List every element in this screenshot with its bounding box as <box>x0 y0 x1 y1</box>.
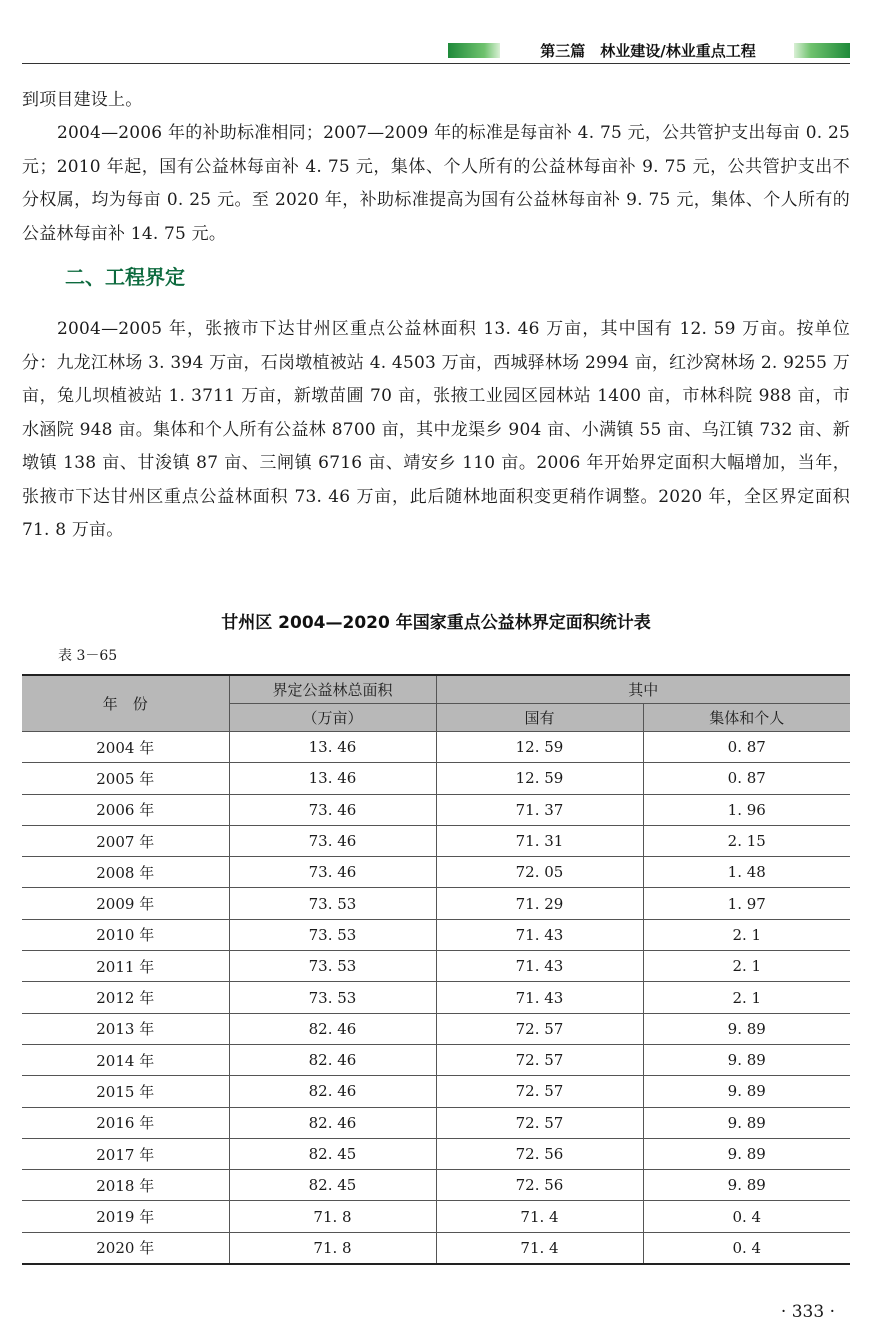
year-cell: 2010 年 <box>22 919 229 950</box>
state-owned-cell: 71. 43 <box>436 919 643 950</box>
header-rule <box>22 63 850 64</box>
forest-area-table <box>22 674 850 1265</box>
header-total-line1: 界定公益林总面积 <box>229 675 436 704</box>
section-heading: 二、工程界定 <box>65 265 185 289</box>
year-cell: 2018 年 <box>22 1170 229 1201</box>
year-cell: 2019 年 <box>22 1201 229 1232</box>
total-area-cell: 73. 53 <box>229 888 436 919</box>
table-row <box>22 1044 850 1075</box>
total-area-cell: 71. 8 <box>229 1201 436 1232</box>
state-owned-cell: 72. 57 <box>436 1076 643 1107</box>
state-owned-cell: 71. 43 <box>436 951 643 982</box>
table-row <box>22 1076 850 1107</box>
collective-cell: 9. 89 <box>643 1107 850 1138</box>
table-number: 表 3－65 <box>58 648 118 664</box>
total-area-cell: 73. 46 <box>229 794 436 825</box>
state-owned-cell: 72. 57 <box>436 1044 643 1075</box>
table-row <box>22 825 850 856</box>
paragraph-continuation: 到项目建设上。 <box>22 90 143 110</box>
total-area-cell: 73. 53 <box>229 951 436 982</box>
collective-cell: 9. 89 <box>643 1138 850 1169</box>
year-cell: 2004 年 <box>22 732 229 763</box>
collective-cell: 0. 87 <box>643 763 850 794</box>
table-row <box>22 1232 850 1264</box>
year-cell: 2020 年 <box>22 1232 229 1264</box>
total-area-cell: 82. 46 <box>229 1107 436 1138</box>
header-total-unit: （万亩） <box>229 704 436 732</box>
collective-cell: 1. 97 <box>643 888 850 919</box>
header-among: 其中 <box>436 675 850 704</box>
collective-cell: 2. 15 <box>643 825 850 856</box>
state-owned-cell: 72. 57 <box>436 1107 643 1138</box>
year-cell: 2015 年 <box>22 1076 229 1107</box>
table-row <box>22 1201 850 1232</box>
year-cell: 2007 年 <box>22 825 229 856</box>
total-area-cell: 73. 46 <box>229 825 436 856</box>
total-area-cell: 73. 46 <box>229 857 436 888</box>
table-row <box>22 1107 850 1138</box>
year-cell: 2009 年 <box>22 888 229 919</box>
state-owned-cell: 72. 05 <box>436 857 643 888</box>
table-row <box>22 857 850 888</box>
table-title: 甘州区 2004—2020 年国家重点公益林界定面积统计表 <box>221 613 651 633</box>
header-year: 年 份 <box>22 675 229 732</box>
collective-cell: 0. 4 <box>643 1232 850 1264</box>
table-row <box>22 1170 850 1201</box>
paragraph-engineering-definition: 2004—2005 年，张掖市下达甘州区重点公益林面积 13. 46 万亩，其中国有 12. 59 万亩。按单位分：九龙江林场 3. 394 万亩，石岗墩植被站 4. 4503 万亩，西城驿林场 2994 亩，红沙窝林场 2. 9255 万亩，兔儿坝植被站 1. 3711 万亩，新墩苗圃 70 亩，张掖工业园区园林站 1400 亩，市林科院 988 亩，市水涵院 948 亩。集体和个人所有公益林 8700 亩，其中龙渠乡 904 亩、小满镇 55 亩、乌江镇 732 亩、新墩镇 138 亩、甘浚镇 87 亩、三闸镇 6716 亩、靖安乡 110 亩。2006 年开始界定面积大幅增加，当年，张掖市下达甘州区重点公益林面积 73. 46 万亩，此后随林地面积变更稍作调整。2020 年，全区界定面积 71. 8 万亩。 <box>22 319 850 540</box>
collective-cell: 1. 96 <box>643 794 850 825</box>
state-owned-cell: 71. 4 <box>436 1201 643 1232</box>
collective-cell: 9. 89 <box>643 1170 850 1201</box>
total-area-cell: 82. 45 <box>229 1170 436 1201</box>
state-owned-cell: 71. 37 <box>436 794 643 825</box>
total-area-cell: 13. 46 <box>229 763 436 794</box>
page-number: · 333 · <box>780 1302 835 1322</box>
table-row <box>22 763 850 794</box>
total-area-cell: 82. 46 <box>229 1013 436 1044</box>
header-state-owned: 国有 <box>436 704 643 732</box>
paragraph-subsidy-standard: 2004—2006 年的补助标准相同；2007—2009 年的标准是每亩补 4. 75 元，公共管护支出每亩 0. 25 元；2010 年起，国有公益林每亩补 4. 75 元，集体、个人所有的公益林每亩补 9. 75 元，公共管护支出不分权属，均为每亩 0. 25 元。至 2020 年，补助标准提高为国有公益林每亩补 9. 75 元，集体、个人所有的公益林每亩补 14. 75 元。 <box>22 123 850 244</box>
year-cell: 2011 年 <box>22 951 229 982</box>
total-area-cell: 82. 46 <box>229 1044 436 1075</box>
total-area-cell: 82. 45 <box>229 1138 436 1169</box>
running-header <box>448 40 850 62</box>
year-cell: 2012 年 <box>22 982 229 1013</box>
state-owned-cell: 72. 56 <box>436 1138 643 1169</box>
total-area-cell: 71. 8 <box>229 1232 436 1264</box>
collective-cell: 9. 89 <box>643 1013 850 1044</box>
header-title: 第三篇 林业建设/林业重点工程 <box>540 42 756 60</box>
table-row <box>22 888 850 919</box>
year-cell: 2006 年 <box>22 794 229 825</box>
total-area-cell: 13. 46 <box>229 732 436 763</box>
collective-cell: 0. 4 <box>643 1201 850 1232</box>
collective-cell: 2. 1 <box>643 919 850 950</box>
total-area-cell: 82. 46 <box>229 1076 436 1107</box>
collective-cell: 9. 89 <box>643 1044 850 1075</box>
year-cell: 2013 年 <box>22 1013 229 1044</box>
header-collective: 集体和个人 <box>643 704 850 732</box>
year-cell: 2016 年 <box>22 1107 229 1138</box>
state-owned-cell: 12. 59 <box>436 732 643 763</box>
state-owned-cell: 71. 43 <box>436 982 643 1013</box>
year-cell: 2017 年 <box>22 1138 229 1169</box>
header-bar-right <box>794 43 850 58</box>
table-row <box>22 982 850 1013</box>
collective-cell: 0. 87 <box>643 732 850 763</box>
year-cell: 2008 年 <box>22 857 229 888</box>
state-owned-cell: 71. 4 <box>436 1232 643 1264</box>
table-row <box>22 794 850 825</box>
state-owned-cell: 72. 57 <box>436 1013 643 1044</box>
state-owned-cell: 72. 56 <box>436 1170 643 1201</box>
table-row <box>22 1013 850 1044</box>
collective-cell: 2. 1 <box>643 951 850 982</box>
year-cell: 2005 年 <box>22 763 229 794</box>
collective-cell: 2. 1 <box>643 982 850 1013</box>
state-owned-cell: 12. 59 <box>436 763 643 794</box>
table-row <box>22 732 850 763</box>
year-cell: 2014 年 <box>22 1044 229 1075</box>
table-row <box>22 1138 850 1169</box>
collective-cell: 1. 48 <box>643 857 850 888</box>
header-bar-left <box>448 43 500 58</box>
table-row <box>22 951 850 982</box>
table-row <box>22 919 850 950</box>
state-owned-cell: 71. 29 <box>436 888 643 919</box>
state-owned-cell: 71. 31 <box>436 825 643 856</box>
total-area-cell: 73. 53 <box>229 982 436 1013</box>
total-area-cell: 73. 53 <box>229 919 436 950</box>
collective-cell: 9. 89 <box>643 1076 850 1107</box>
